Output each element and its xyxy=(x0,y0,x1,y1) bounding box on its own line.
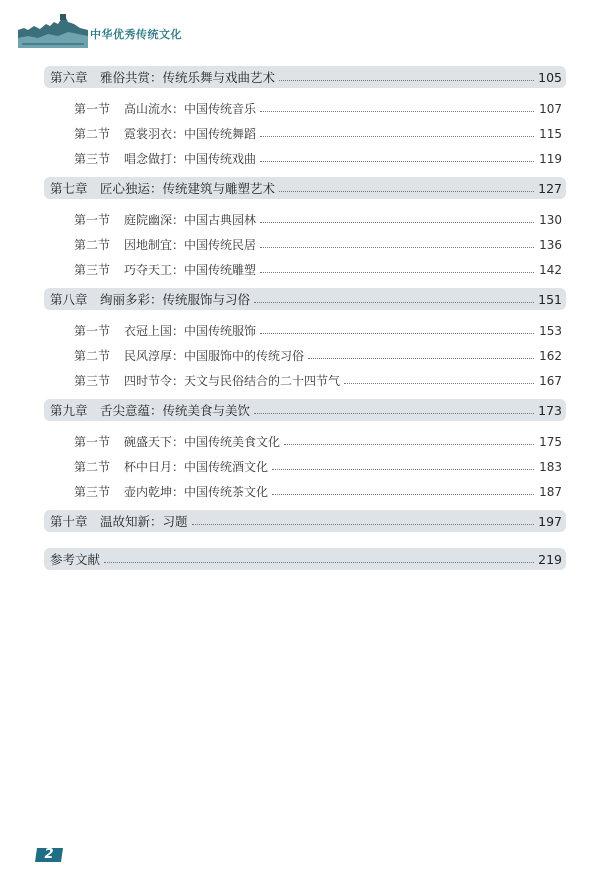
section-entry-title: 庭院幽深：中国古典园林 xyxy=(124,213,257,227)
section-entry-number: 第二节 xyxy=(74,349,111,363)
dot-leader xyxy=(260,247,534,248)
dot-leader xyxy=(254,302,534,303)
section-entry-number: 第三节 xyxy=(74,374,111,388)
section-entry[interactable] xyxy=(44,96,566,121)
section-entry-page: 187 xyxy=(539,484,562,499)
references-entry-page: 219 xyxy=(538,551,562,567)
chapter-entry-number: 第六章 xyxy=(50,70,88,85)
references-entry[interactable] xyxy=(44,548,566,570)
spacer xyxy=(44,421,566,429)
section-entry-number: 第一节 xyxy=(74,213,111,227)
page-number: 2 xyxy=(44,847,54,862)
section-entry-title: 碗盛天下：中国传统美食文化 xyxy=(124,435,281,449)
section-entry-page: 115 xyxy=(539,126,562,141)
section-entry[interactable] xyxy=(44,479,566,504)
section-entry-number: 第二节 xyxy=(74,238,111,252)
dot-leader xyxy=(284,444,534,445)
section-entry-page: 136 xyxy=(539,237,562,252)
spacer xyxy=(44,532,566,540)
section-entry-title: 巧夺天工：中国传统雕塑 xyxy=(124,263,257,277)
section-entry-number: 第一节 xyxy=(74,324,111,338)
chapter-entry-number: 第八章 xyxy=(50,292,88,307)
spacer xyxy=(44,199,566,207)
section-entry-title: 霓裳羽衣：中国传统舞蹈 xyxy=(124,127,257,141)
section-entry[interactable] xyxy=(44,429,566,454)
section-entry[interactable] xyxy=(44,232,566,257)
spacer xyxy=(44,540,566,548)
page-header xyxy=(18,14,318,48)
section-entry[interactable] xyxy=(44,257,566,282)
section-entry-number: 第一节 xyxy=(74,102,111,116)
dot-leader xyxy=(279,191,534,192)
chapter-entry-title: 匠心独运：传统建筑与雕塑艺术 xyxy=(100,181,276,196)
great-wall-logo xyxy=(18,14,88,48)
section-entry-number: 第三节 xyxy=(74,485,111,499)
dot-leader xyxy=(104,562,534,563)
section-entry-page: 153 xyxy=(539,323,562,338)
section-entry-page: 167 xyxy=(539,373,562,388)
section-entry[interactable] xyxy=(44,207,566,232)
references-entry-title: 参考文献 xyxy=(50,552,101,567)
section-entry[interactable] xyxy=(44,318,566,343)
spacer xyxy=(44,88,566,96)
dot-leader xyxy=(192,524,534,525)
chapter-entry-number: 第九章 xyxy=(50,403,88,418)
section-entry-number: 第一节 xyxy=(74,435,111,449)
chapter-entry[interactable] xyxy=(44,510,566,532)
section-entry[interactable] xyxy=(44,146,566,171)
chapter-entry-title: 温故知新：习题 xyxy=(100,514,188,529)
section-entry-page: 142 xyxy=(539,262,562,277)
dot-leader xyxy=(279,80,534,81)
dot-leader xyxy=(260,136,534,137)
chapter-entry[interactable] xyxy=(44,66,566,88)
section-entry-page: 107 xyxy=(539,101,562,116)
chapter-entry[interactable] xyxy=(44,288,566,310)
dot-leader xyxy=(260,161,534,162)
chapter-entry-title: 绚丽多彩：传统服饰与习俗 xyxy=(100,292,251,307)
section-entry-page: 130 xyxy=(539,212,562,227)
dot-leader xyxy=(308,358,534,359)
chapter-entry[interactable] xyxy=(44,399,566,421)
page-number-badge xyxy=(33,846,65,864)
header-title: 中华优秀传统文化 xyxy=(90,28,182,41)
section-entry[interactable] xyxy=(44,454,566,479)
section-entry-page: 183 xyxy=(539,459,562,474)
chapter-entry-title: 雅俗共赏：传统乐舞与戏曲艺术 xyxy=(100,70,276,85)
chapter-entry-title: 舌尖意蕴：传统美食与美饮 xyxy=(100,403,251,418)
chapter-entry[interactable] xyxy=(44,177,566,199)
chapter-entry-page: 127 xyxy=(538,180,562,196)
section-entry-title: 唱念做打：中国传统戏曲 xyxy=(124,152,257,166)
dot-leader xyxy=(344,383,534,384)
section-entry-page: 119 xyxy=(539,151,562,166)
chapter-entry-page: 173 xyxy=(538,402,562,418)
chapter-entry-number: 第七章 xyxy=(50,181,88,196)
section-entry-title: 民风淳厚：中国服饰中的传统习俗 xyxy=(124,349,305,363)
spacer xyxy=(44,310,566,318)
table-of-contents xyxy=(44,66,566,570)
chapter-entry-number: 第十章 xyxy=(50,514,88,529)
chapter-entry-page: 151 xyxy=(538,291,562,307)
section-entry-page: 175 xyxy=(539,434,562,449)
chapter-entry-page: 105 xyxy=(538,69,562,85)
section-entry-page: 162 xyxy=(539,348,562,363)
section-entry[interactable] xyxy=(44,368,566,393)
dot-leader xyxy=(260,222,534,223)
dot-leader xyxy=(260,272,534,273)
section-entry[interactable] xyxy=(44,343,566,368)
dot-leader xyxy=(260,111,534,112)
section-entry-title: 四时节令：天文与民俗结合的二十四节气 xyxy=(124,374,341,388)
section-entry-title: 壶内乾坤：中国传统茶文化 xyxy=(124,485,269,499)
section-entry-number: 第二节 xyxy=(74,127,111,141)
section-entry-title: 衣冠上国：中国传统服饰 xyxy=(124,324,257,338)
dot-leader xyxy=(272,494,534,495)
section-entry-title: 杯中日月：中国传统酒文化 xyxy=(124,460,269,474)
dot-leader xyxy=(272,469,534,470)
section-entry-number: 第三节 xyxy=(74,152,111,166)
chapter-entry-page: 197 xyxy=(538,513,562,529)
section-entry[interactable] xyxy=(44,121,566,146)
section-entry-number: 第二节 xyxy=(74,460,111,474)
dot-leader xyxy=(254,413,534,414)
dot-leader xyxy=(260,333,534,334)
section-entry-title: 因地制宜：中国传统民居 xyxy=(124,238,257,252)
section-entry-title: 高山流水：中国传统音乐 xyxy=(124,102,257,116)
section-entry-number: 第三节 xyxy=(74,263,111,277)
